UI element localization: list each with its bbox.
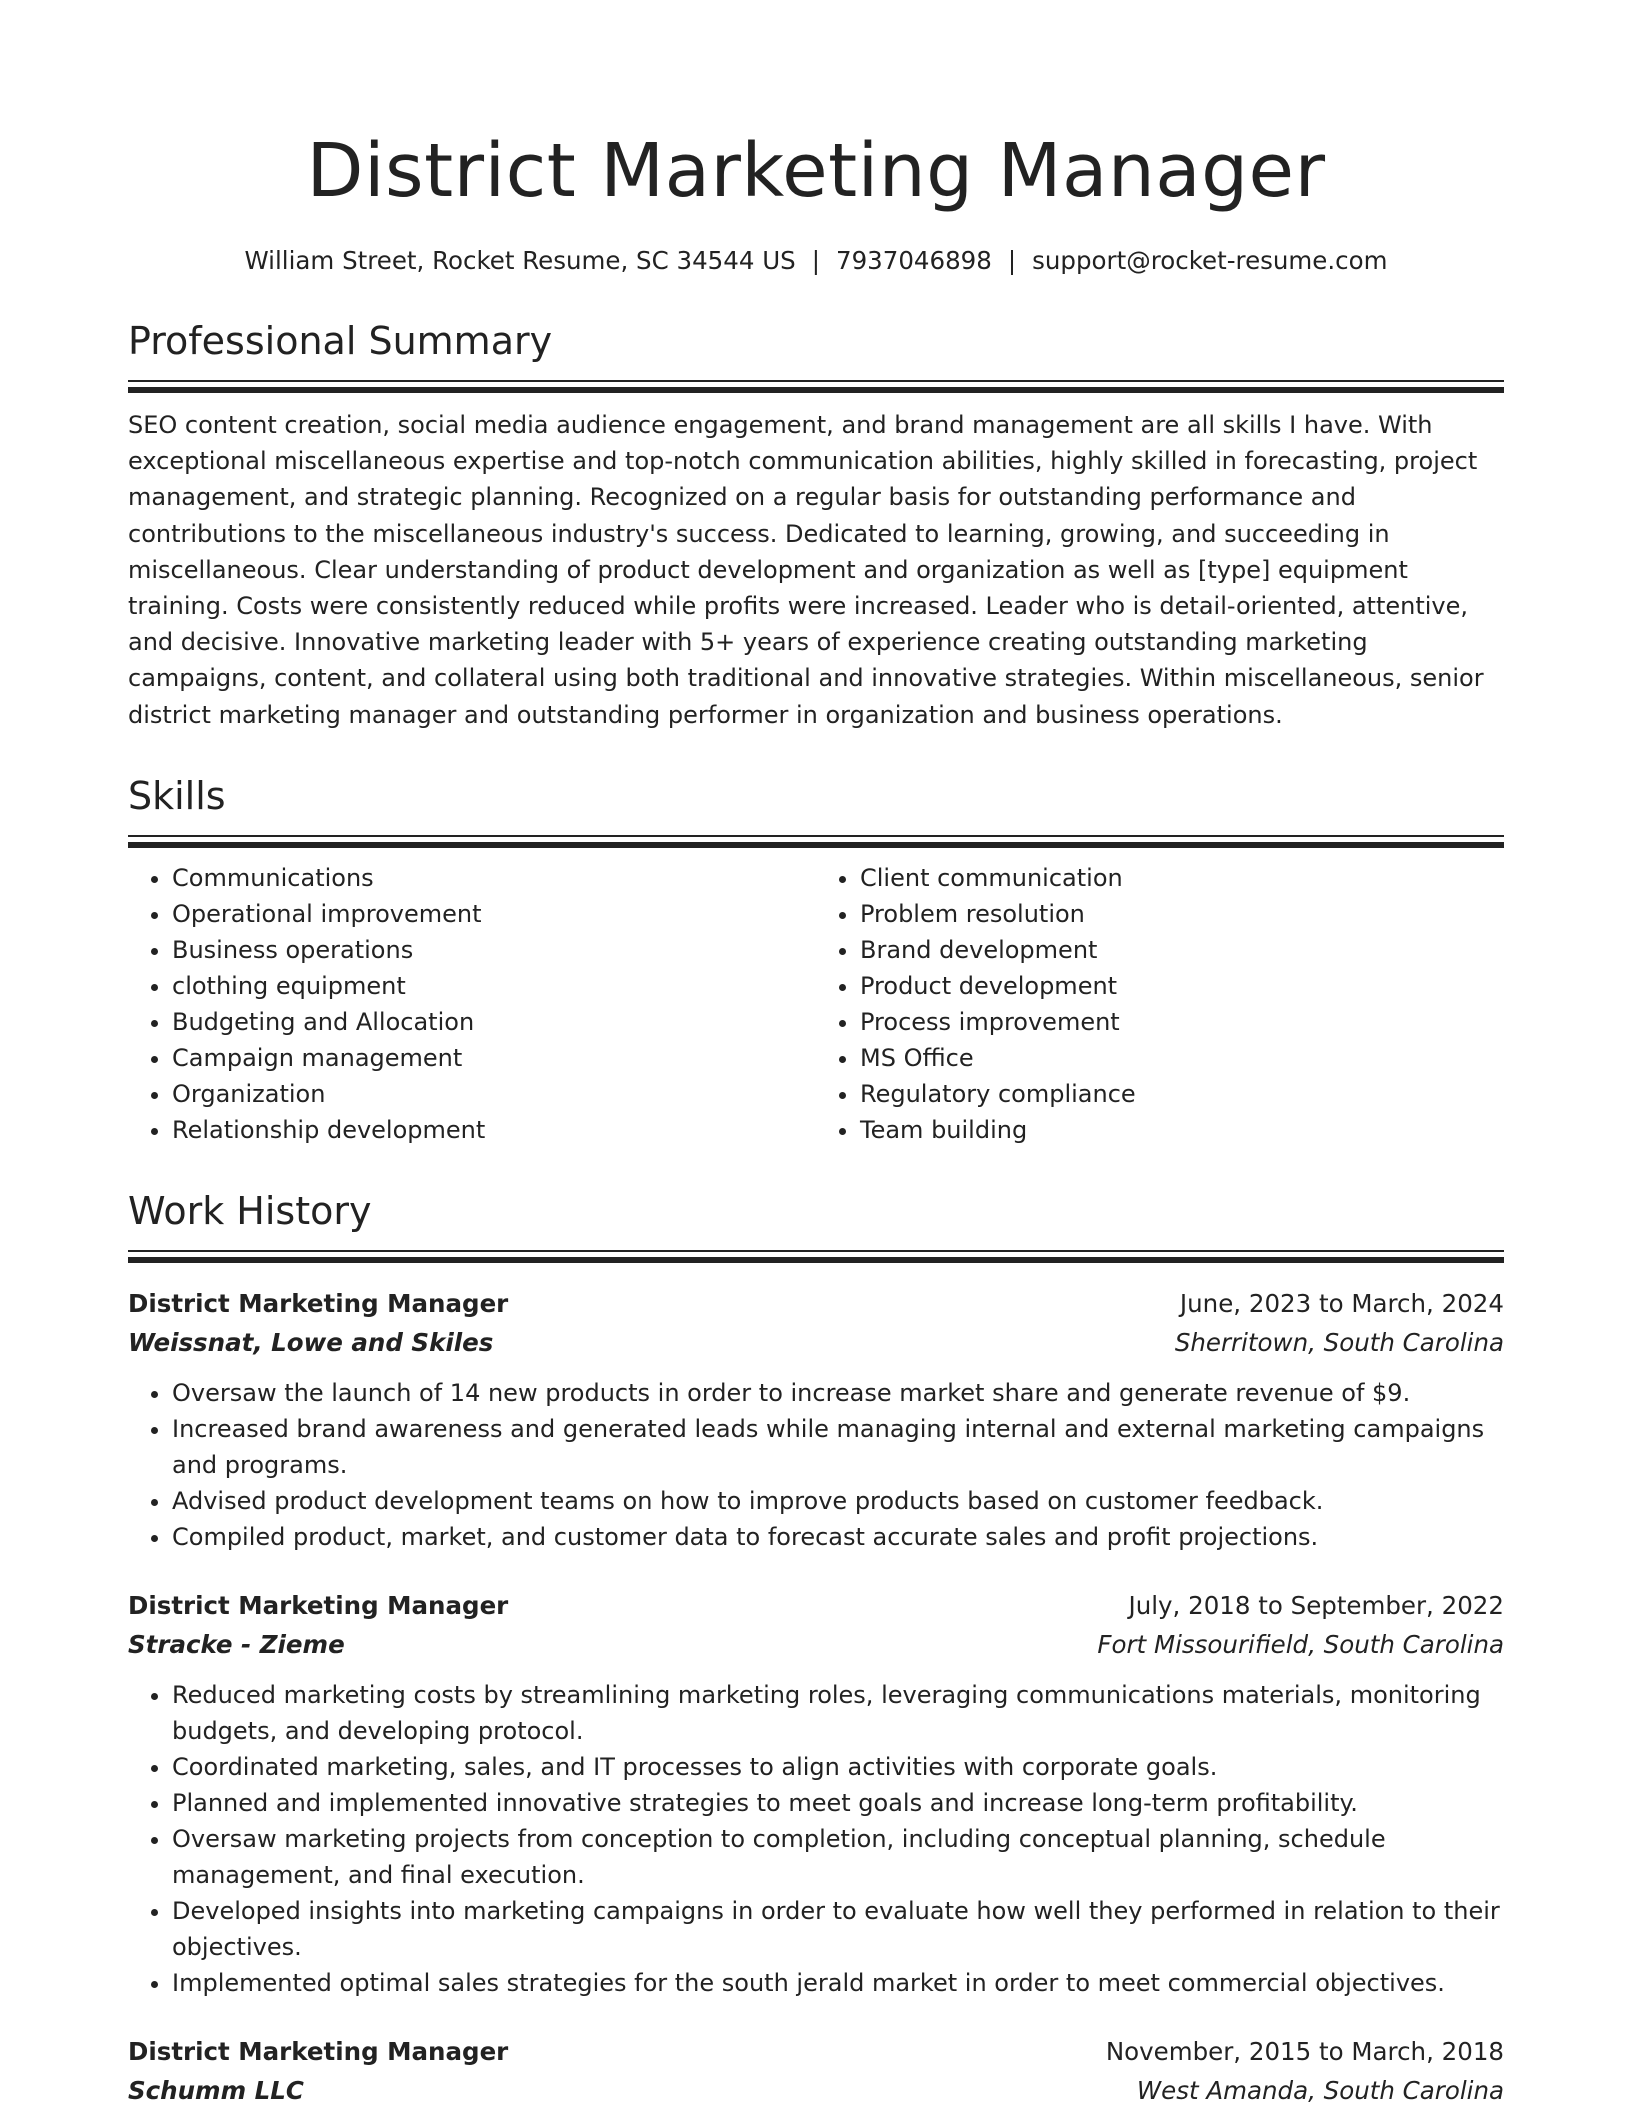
job-bullet: • Coordinated marketing, sales, and IT processes to align activities with corporate goals. — [172, 1749, 1504, 1785]
job-entry — [128, 2033, 1504, 2111]
job-header-row — [128, 1285, 1504, 1323]
skills-heading: Skills — [128, 773, 226, 818]
summary-section — [128, 316, 1504, 733]
skill-item: • MS Office — [860, 1040, 1504, 1076]
job-bullet: • Oversaw marketing projects from conception to completion, including conceptual planning, schedule management, and final execution. — [172, 1821, 1504, 1893]
job-company: Stracke - Zieme — [128, 1629, 345, 1659]
skill-item: • Process improvement — [860, 1004, 1504, 1040]
skill-item: • Team building — [860, 1112, 1504, 1148]
job-location: West Amanda, South Carolina — [1136, 2075, 1504, 2105]
job-bullet: • Planned and implemented innovative strategies to meet goals and increase long-term profitability. — [172, 1785, 1504, 1821]
skill-item: • Problem resolution — [860, 896, 1504, 932]
contact-separator: | — [811, 246, 820, 275]
contact-separator: | — [1007, 246, 1017, 275]
job-entry — [128, 1587, 1504, 2001]
job-dates: November, 2015 to March, 2018 — [1105, 2036, 1504, 2066]
job-bullet: • Oversaw the launch of 14 new products in order to increase market share and generate revenue of $9. — [172, 1375, 1504, 1411]
job-company: Weissnat, Lowe and Skiles — [128, 1327, 494, 1357]
skills-column-right — [816, 860, 1504, 1148]
work-history-section — [128, 1186, 1504, 2111]
summary-text: SEO content creation, social media audience engagement, and brand management are all skills I have. With exceptional miscellaneous expertise and top-notch communication abilities, highly skilled in forecasting, project management, and strategic planning. Recognized on a regular basis for outstanding performance and contributions to the miscellaneous industry's success. Dedicated to learning, growing, and succeeding in miscellaneous. Clear understanding of product development and organization as well as [type] equipment training. Costs were consistently reduced while profits were increased. Leader who is detail-oriented, attentive, and decisive. Innovative marketing leader with 5+ years of experience creating outstanding marketing campaigns, content, and collateral using both traditional and innovative strategies. Within miscellaneous, senior district marketing manager and outstanding performer in organization and business operations. — [128, 411, 1484, 729]
job-location: Sherritown, South Carolina — [1174, 1327, 1504, 1357]
summary-heading: Professional Summary — [128, 319, 553, 363]
resume-name: District Marketing Manager — [306, 128, 1326, 214]
job-title: District Marketing Manager — [128, 2036, 509, 2066]
job-dates: July, 2018 to September, 2022 — [1128, 1590, 1504, 1620]
job-bullets — [128, 1677, 1504, 2001]
job-company-row — [128, 1625, 1504, 1665]
contact-line — [128, 244, 1504, 278]
job-company: Schumm LLC — [128, 2075, 304, 2105]
job-entry — [128, 1285, 1504, 1555]
contact-address: William Street, Rocket Resume, SC 34544 US — [244, 246, 796, 275]
skill-item: • Operational improvement — [172, 896, 816, 932]
job-company-row — [128, 2071, 1504, 2111]
section-divider — [128, 835, 1504, 848]
skill-item: • Brand development — [860, 932, 1504, 968]
job-title: District Marketing Manager — [128, 1288, 509, 1318]
job-bullet: • Implemented optimal sales strategies for the south jerald market in order to meet commercial objectives. — [172, 1965, 1504, 2001]
skill-item: • Campaign management — [172, 1040, 816, 1076]
skill-item: • Regulatory compliance — [860, 1076, 1504, 1112]
job-bullet: • Developed insights into marketing campaigns in order to evaluate how well they performed in relation to their objectives. — [172, 1893, 1504, 1965]
job-bullet: • Reduced marketing costs by streamlining marketing roles, leveraging communications materials, monitoring budgets, and developing protocol. — [172, 1677, 1504, 1749]
skill-item: • clothing equipment — [172, 968, 816, 1004]
skill-item: • Business operations — [172, 932, 816, 968]
skill-item: • Communications — [172, 860, 816, 896]
contact-email: support@rocket-resume.com — [1032, 246, 1388, 275]
job-bullet: • Advised product development teams on how to improve products based on customer feedback. — [172, 1483, 1504, 1519]
job-header-row — [128, 2033, 1504, 2071]
skill-item: • Organization — [172, 1076, 816, 1112]
skill-item: • Client communication — [860, 860, 1504, 896]
job-title: District Marketing Manager — [128, 1590, 509, 1620]
section-divider — [128, 1250, 1504, 1263]
job-bullets — [128, 1375, 1504, 1555]
job-location: Fort Missourifield, South Carolina — [1097, 1629, 1504, 1659]
contact-phone: 7937046898 — [835, 246, 992, 275]
job-header-row — [128, 1587, 1504, 1625]
skills-section — [128, 771, 1504, 1148]
skills-column-left — [128, 860, 816, 1148]
section-divider — [128, 380, 1504, 393]
job-company-row — [128, 1323, 1504, 1363]
job-bullet: • Increased brand awareness and generated leads while managing internal and external marketing campaigns and programs. — [172, 1411, 1504, 1483]
work-history-heading: Work History — [128, 1188, 372, 1233]
skill-item: • Budgeting and Allocation — [172, 1004, 816, 1040]
skills-grid — [128, 860, 1504, 1148]
job-bullet: • Compiled product, market, and customer data to forecast accurate sales and profit projections. — [172, 1519, 1504, 1555]
skill-item: • Relationship development — [172, 1112, 816, 1148]
skill-item: • Product development — [860, 968, 1504, 1004]
job-dates: June, 2023 to March, 2024 — [1179, 1288, 1504, 1318]
